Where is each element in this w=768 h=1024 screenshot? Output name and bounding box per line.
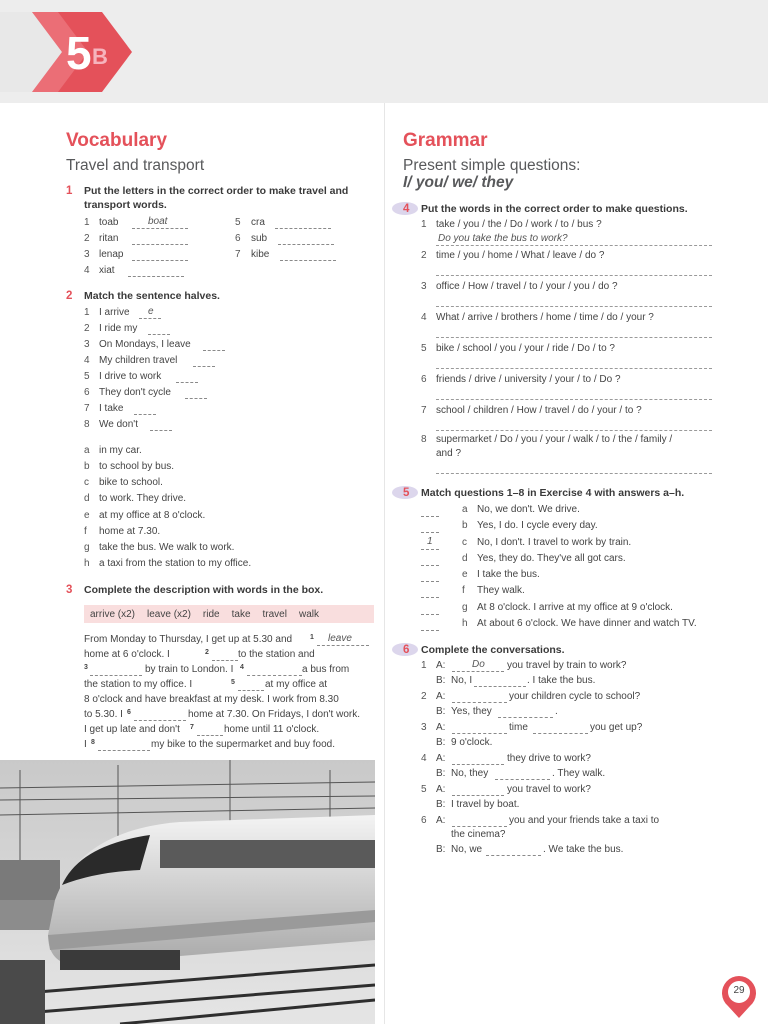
scrambled-question: friends / drive / university / your / to / Do ? — [436, 374, 621, 385]
answer-blank[interactable] — [474, 674, 526, 687]
answer-blank[interactable] — [98, 738, 150, 751]
exercise-4-number: 4 — [403, 203, 410, 215]
exercise-2-instruction: Match the sentence halves. — [84, 290, 220, 302]
conversation-line: . — [555, 706, 558, 717]
unit-number: 5 — [66, 27, 92, 79]
answer-option: Yes, I do. I cycle every day. — [477, 520, 598, 531]
answer-line[interactable] — [436, 274, 712, 276]
word-box — [84, 605, 374, 623]
answer-blank[interactable] — [498, 705, 553, 718]
answer-option: I take the bus. — [477, 569, 540, 580]
conversation-line: time — [509, 722, 528, 733]
exercise-3-instruction: Complete the description with words in the box. — [84, 584, 324, 596]
description-text: to 5.30. I — [84, 709, 123, 720]
answer-blank[interactable] — [275, 216, 331, 229]
answer-blank[interactable] — [90, 663, 142, 676]
conversation-line: the cinema? — [451, 829, 506, 840]
answer-blank[interactable] — [421, 602, 439, 615]
answer-blank[interactable] — [280, 248, 336, 261]
sentence-ending: in my car. — [99, 445, 142, 456]
sentence-start: I take — [99, 403, 124, 414]
answer-blank[interactable] — [212, 648, 238, 661]
answer-blank[interactable] — [134, 402, 156, 415]
sentence-ending: at my office at 8 o'clock. — [99, 510, 206, 521]
answer-blank[interactable] — [132, 232, 188, 245]
scrambled-question: time / you / home / What / leave / do ? — [436, 250, 605, 261]
scrambled-question: school / children / How / travel / do / your / to ? — [436, 405, 642, 416]
sentence-start: I drive to work — [99, 371, 162, 382]
answer-line[interactable] — [436, 429, 712, 431]
answer-blank[interactable] — [148, 322, 170, 335]
answer-blank[interactable] — [238, 678, 264, 691]
answer-option: They walk. — [477, 585, 525, 596]
answer-line[interactable] — [436, 367, 712, 369]
answer-blank[interactable] — [197, 723, 223, 736]
conversation-line: they drive to work? — [507, 753, 591, 764]
page-number: 29 — [733, 985, 745, 996]
sentence-start: I ride my — [99, 323, 138, 334]
answer-option: No, we don't. We drive. — [477, 504, 580, 515]
exercise-4-instruction: Put the words in the correct order to make questions. — [421, 203, 688, 215]
answer-blank[interactable] — [185, 386, 207, 399]
conversation-line: . We take the bus. — [543, 844, 624, 855]
box-word: leave (x2) — [147, 608, 191, 620]
answer-blank[interactable] — [421, 504, 439, 517]
unit-letter: B — [92, 44, 108, 69]
answer-blank[interactable] — [247, 663, 302, 676]
description-text: I get up late and don't — [84, 724, 180, 735]
answer-blank[interactable] — [421, 569, 439, 582]
conversation-line: . I take the bus. — [527, 675, 596, 686]
description-text: I — [84, 739, 87, 750]
answer-blank[interactable] — [421, 585, 439, 598]
grammar-subtitle-pronouns: I/ you/ we/ they — [403, 174, 514, 191]
sentence-ending: home at 7.30. — [99, 526, 161, 537]
conversation-line: No, I — [451, 675, 473, 686]
description-text: 8 o'clock and have breakfast at my desk. I work from 8.30 — [84, 694, 339, 705]
answer-option: At about 6 o'clock. We have dinner and watch TV. — [477, 618, 697, 629]
answer-blank[interactable] — [150, 418, 172, 431]
sentence-start: My children travel — [99, 355, 178, 366]
high-speed-train-photo — [0, 760, 375, 1024]
conversation-line: you travel by train to work? — [507, 660, 627, 671]
sentence-start: On Mondays, I leave — [99, 339, 191, 350]
sentence-start: They don't cycle — [99, 387, 171, 398]
answer-blank[interactable] — [132, 248, 188, 261]
description-text: a bus from — [302, 664, 350, 675]
answer-blank[interactable] — [176, 370, 198, 383]
description-text: From Monday to Thursday, I get up at 5.30 and — [84, 634, 293, 645]
handwritten-answer: e — [148, 306, 154, 317]
answer-blank[interactable] — [128, 264, 184, 277]
sentence-ending: a taxi from the station to my office. — [99, 558, 252, 569]
handwritten-answer: boat — [148, 216, 168, 227]
answer-blank[interactable] — [203, 338, 225, 351]
answer-blank[interactable] — [452, 814, 507, 827]
conversation-line: you travel to work? — [507, 784, 591, 795]
scrambled-question: What / arrive / brothers / home / time / do / your ? — [436, 312, 654, 323]
sentence-ending: take the bus. We walk to work. — [99, 542, 235, 553]
description-text: by train to London. I — [145, 664, 234, 675]
scrambled-question-cont: and ? — [436, 448, 462, 459]
sentence-start: I arrive — [99, 307, 130, 318]
sentence-ending: to work. They drive. — [99, 493, 187, 504]
conversation-line: I travel by boat. — [451, 799, 520, 810]
exercise-1-number: 1 — [66, 185, 73, 197]
description-text: home until 11 o'clock. — [224, 724, 320, 735]
handwritten-answer: Do you take the bus to work? — [438, 233, 568, 244]
column-divider — [384, 103, 385, 1024]
conversation-line: you and your friends take a taxi to — [509, 815, 660, 826]
sentence-start: We don't — [99, 419, 138, 430]
exercise-5-number: 5 — [403, 487, 410, 499]
description-text: to the station and — [238, 649, 315, 660]
conversation-line: your children cycle to school? — [509, 691, 641, 702]
answer-blank[interactable] — [533, 721, 588, 734]
grammar-title: Grammar — [403, 130, 488, 151]
description-text: my bike to the supermarket and buy food. — [151, 739, 335, 750]
answer-blank[interactable] — [134, 708, 186, 721]
answer-blank[interactable] — [452, 690, 507, 703]
answer-blank[interactable] — [421, 553, 439, 566]
answer-blank[interactable] — [495, 767, 550, 780]
handwritten-answer: leave — [328, 633, 352, 644]
answer-blank[interactable] — [452, 721, 507, 734]
description-text: at my office at — [265, 679, 328, 690]
vocabulary-subtitle: Travel and transport — [66, 157, 205, 174]
exercise-2-number: 2 — [66, 290, 73, 302]
scrambled-question: office / How / travel / to / your / you / do ? — [436, 281, 618, 292]
answer-option: Yes, they do. They've all got cars. — [477, 553, 626, 564]
answer-blank[interactable] — [193, 354, 215, 367]
answer-blank[interactable] — [486, 843, 541, 856]
answer-line[interactable] — [436, 336, 712, 338]
exercise-1-instruction: Put the letters in the correct order to make travel and transport words. — [84, 185, 349, 211]
exercise-6-number: 6 — [403, 644, 410, 656]
exercise-5-instruction: Match questions 1–8 in Exercise 4 with answers a–h. — [421, 487, 685, 499]
answer-blank[interactable] — [421, 618, 439, 631]
box-word: take — [231, 608, 251, 620]
answer-blank[interactable] — [278, 232, 334, 245]
box-word: arrive (x2) — [90, 608, 136, 620]
answer-blank[interactable] — [452, 752, 504, 765]
exercise-6-instruction: Complete the conversations. — [421, 644, 565, 656]
description-text: home at 6 o'clock. I — [84, 649, 170, 660]
answer-option: At 8 o'clock. I arrive at my office at 9 o'clock. — [477, 602, 673, 613]
conversation-line: No, we — [451, 844, 483, 855]
scrambled-question: bike / school / you / your / ride / Do / to ? — [436, 343, 615, 354]
handwritten-answer: Do — [472, 659, 485, 670]
conversation-line: . They walk. — [552, 768, 606, 779]
conversation-line: Yes, they — [451, 706, 492, 717]
sentence-ending: to school by bus. — [99, 461, 175, 472]
box-word: ride — [202, 608, 220, 620]
conversation-line: 9 o'clock. — [451, 737, 493, 748]
answer-blank[interactable] — [452, 783, 504, 796]
exercise-3-number: 3 — [66, 584, 73, 596]
answer-blank[interactable] — [421, 520, 439, 533]
answer-line[interactable] — [436, 305, 712, 307]
handwritten-answer: 1 — [427, 536, 433, 547]
grammar-subtitle: Present simple questions: — [403, 157, 581, 174]
answer-line[interactable] — [436, 244, 712, 246]
description-text: the station to my office. I — [84, 679, 193, 690]
description-text: home at 7.30. On Fridays, I don't work. — [188, 709, 360, 720]
scrambled-question: take / you / the / Do / work / to / bus ? — [436, 219, 602, 230]
vocabulary-title: Vocabulary — [66, 130, 168, 151]
box-word: travel — [262, 608, 287, 620]
sentence-ending: bike to school. — [99, 477, 163, 488]
box-word: walk — [298, 608, 319, 620]
conversation-line: No, they — [451, 768, 489, 779]
answer-line[interactable] — [436, 398, 712, 400]
conversation-line: you get up? — [590, 722, 643, 733]
answer-line[interactable] — [436, 472, 712, 474]
scrambled-question: supermarket / Do / you / your / walk / to / the / family / — [436, 434, 673, 445]
answer-option: No, I don't. I travel to work by train. — [477, 537, 632, 548]
